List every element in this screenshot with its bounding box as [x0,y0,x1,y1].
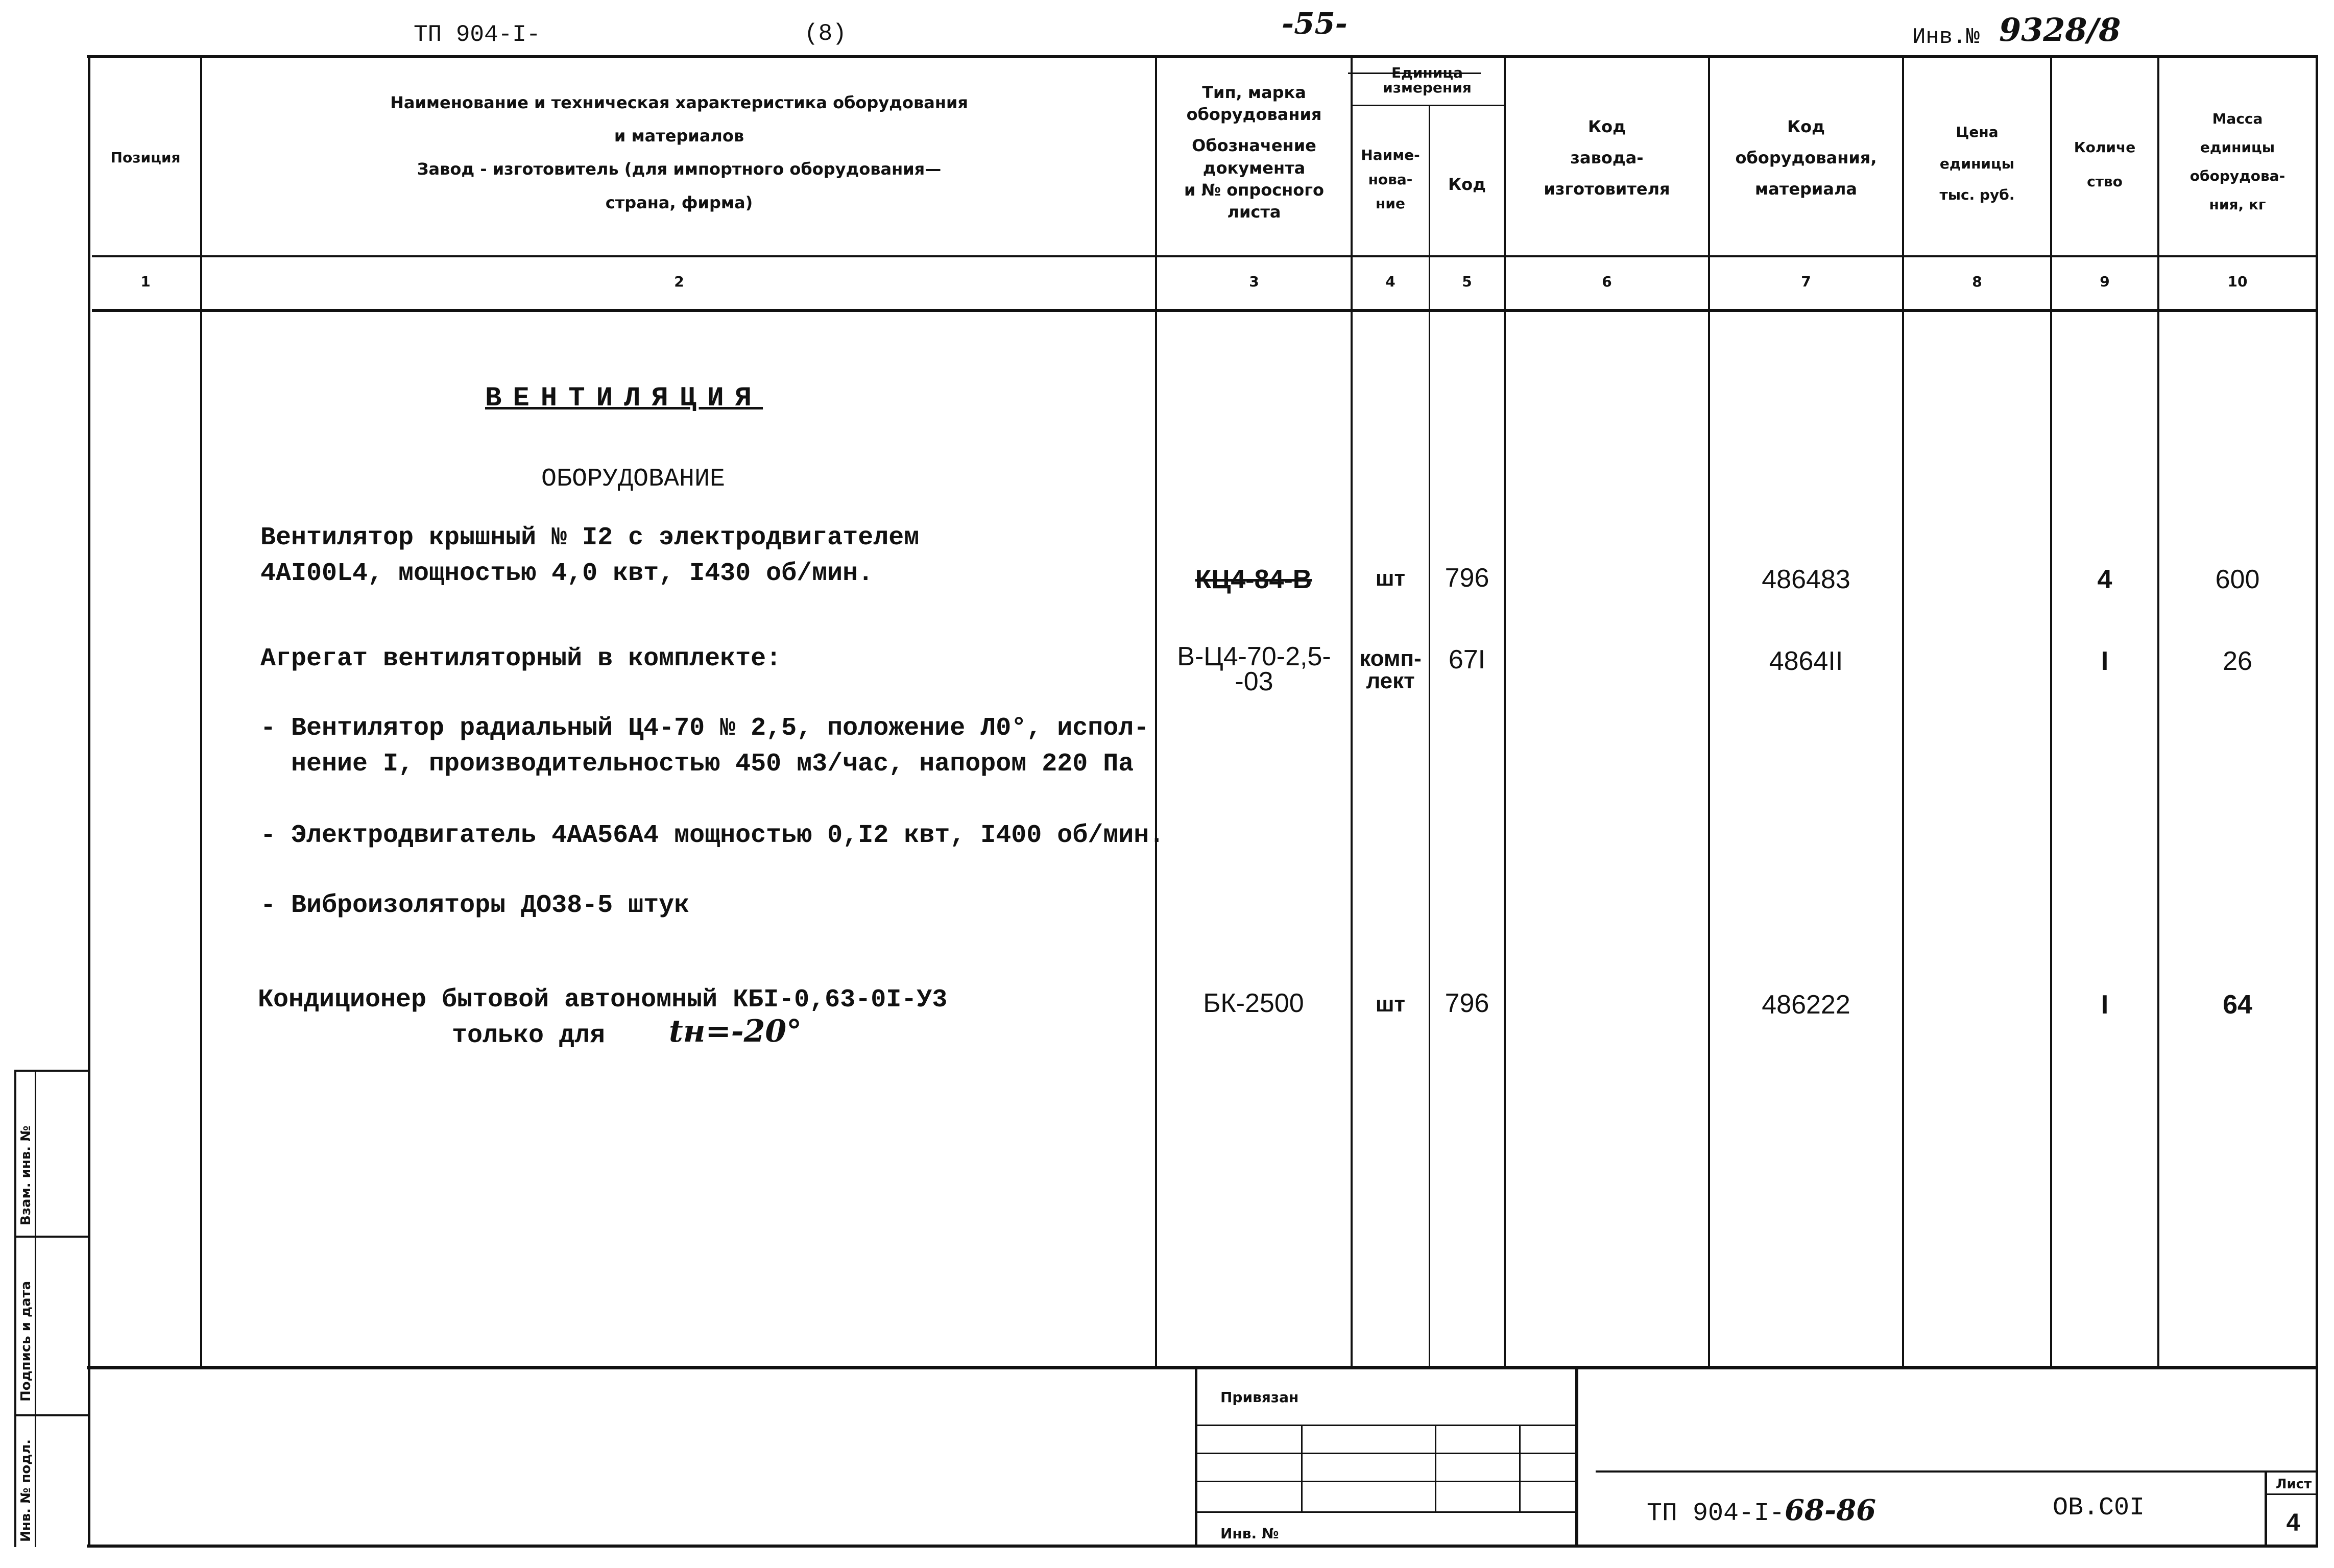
page-number: -55- [1282,6,1348,41]
stamp-row-3 [1197,1481,1578,1482]
row2-mass: 26 [2223,646,2252,676]
row6-equipment-code: 486222 [1762,990,1850,1020]
row1-quantity: 4 [2097,565,2112,594]
unit-group-underline [1351,105,1504,106]
sheet-box-divider [2267,1493,2318,1495]
row2-quantity: I [2101,646,2109,676]
header-unit-code: Код [1448,175,1486,194]
inventory-label: Инв.№ [1912,25,1980,50]
col-line-7 [1902,55,1904,1367]
stamp-privyazan: Привязан [1220,1389,1299,1406]
table-bottom-border [87,1366,2318,1369]
col-line-3 [1351,55,1353,1367]
row6-desc-line1: Кондиционер бытовой автономный КБI-0,63-0I-У3 [258,985,948,1015]
stamp-sheet-value: 4 [2286,1509,2300,1536]
row2-type: В-Ц4-70-2,5- -03 [1177,642,1331,697]
stamp-row-1 [1197,1425,1578,1426]
title-block-top [1596,1470,2318,1473]
row6-type: БК-2500 [1203,988,1304,1018]
stamp-col-3 [1519,1425,1521,1511]
col-num-6: 6 [1602,273,1612,290]
header-quantity: Количе ство [2074,139,2136,190]
col-line-6 [1708,55,1710,1367]
sheet-box-left [2265,1470,2267,1546]
col-num-4: 4 [1385,273,1395,290]
row6-quantity: I [2101,990,2109,1020]
row3-desc-line1: - Вентилятор радиальный Ц4-70 № 2,5, положение Л0°, испол- [260,714,1149,743]
sheet-number-top: (8) [804,20,847,47]
side-left [14,1070,16,1547]
stamp-mid-border [1575,1369,1578,1546]
side-div-2 [14,1414,90,1416]
row1-desc-line1: Вентилятор крышный № I2 с электродвигателем [260,523,920,552]
stamp-sheet-label: Лист [2275,1477,2312,1492]
side-div-1 [14,1236,90,1238]
row1-type: КЦ4-84-В [1195,565,1312,594]
col-line-2 [1155,55,1157,1367]
table-top-border [87,55,2318,58]
col-num-10: 10 [2227,273,2248,290]
col-line-4 [1429,105,1430,1367]
col-line-8 [2050,55,2052,1367]
col-num-9: 9 [2100,273,2110,290]
subsection-title: ОБОРУДОВАНИЕ [541,465,726,494]
row6-desc-line2: только для [452,1021,606,1050]
side-podpis-label: Подпись и дата [18,1281,34,1402]
header-equipment-code: Код оборудования, материала [1735,117,1877,199]
header-divider [92,255,2318,257]
col-line-0 [88,55,90,1546]
stamp-inv-no: Инв. № [1220,1525,1279,1542]
page-bottom-border [87,1545,2318,1548]
row6-unit: шт [1375,992,1406,1017]
col-line-1 [200,55,202,1367]
row1-equipment-code: 486483 [1762,565,1850,594]
row3-desc-line2: нение I, производительностью 450 м3/час, напором 220 Па [291,750,1134,779]
row1-desc-line2: 4AI00L4, мощностью 4,0 квт, I430 об/мин. [260,559,874,588]
stamp-row-4 [1197,1511,1578,1513]
row6-unit-code: 796 [1445,988,1489,1018]
doc-code-top: ТП 904-I- [414,21,541,48]
col-num-5: 5 [1462,273,1472,290]
header-position: Позиция [110,149,181,166]
col-num-2: 2 [674,273,684,290]
stamp-mark: ОВ.С0I [2053,1493,2145,1523]
row2-unit-code: 67I [1448,645,1486,674]
header-mass: Масса единицы оборудова- ния, кг [2189,110,2285,213]
stamp-row-2 [1197,1453,1578,1454]
side-inner [35,1070,36,1547]
stamp-left-border [1195,1369,1197,1546]
row6-mass: 64 [2223,990,2252,1020]
row1-unit: шт [1375,566,1406,591]
header-type: Тип, марка оборудования Обозначение документа и № опросного листа [1184,83,1324,222]
row6-note: tн=-20° [669,1014,802,1049]
side-top [14,1070,90,1072]
header-factory-code: Код завода- изготовителя [1544,117,1670,199]
col-num-7: 7 [1801,273,1811,290]
header-unit-group: Единица измерения [1383,64,1472,97]
header-price: Цена единицы тыс. руб. [1939,124,2015,204]
side-vzam-label: Взам. инв. № [18,1125,34,1225]
col-line-9 [2157,55,2159,1367]
row4-desc: - Электродвигатель 4АА56А4 мощностью 0,I2 квт, I400 об/мин. [260,821,1165,850]
col-line-10 [2316,55,2318,1546]
inventory-number: 9328/8 [1999,11,2121,49]
row2-unit: комп- лект [1359,646,1422,693]
stamp-col-2 [1435,1425,1436,1511]
header-name: Наименование и техническая характеристика оборудования и материалов Завод - изготовитель (для импортного оборудования— страна, фирма) [390,93,968,212]
header-unit-name: Наиме- нова- ние [1361,147,1420,212]
side-inv-podl-label: Инв. № подл. [18,1439,34,1542]
col-line-5 [1504,55,1506,1367]
row5-desc: - Виброизоляторы ДО38-5 штук [260,891,690,920]
row2-desc: Агрегат вентиляторный в комплекте: [260,644,782,673]
column-number-divider [92,309,2318,312]
section-title: ВЕНТИЛЯЦИЯ [485,383,763,414]
row2-equipment-code: 4864II [1769,646,1843,676]
col-num-3: 3 [1249,273,1259,290]
row1-mass: 600 [2215,565,2260,594]
row1-unit-code: 796 [1445,563,1489,593]
stamp-col-1 [1301,1425,1303,1511]
col-num-1: 1 [140,273,151,290]
stamp-doc-code: ТП 904-I-68-86 [1647,1493,1876,1528]
col-num-8: 8 [1972,273,1982,290]
